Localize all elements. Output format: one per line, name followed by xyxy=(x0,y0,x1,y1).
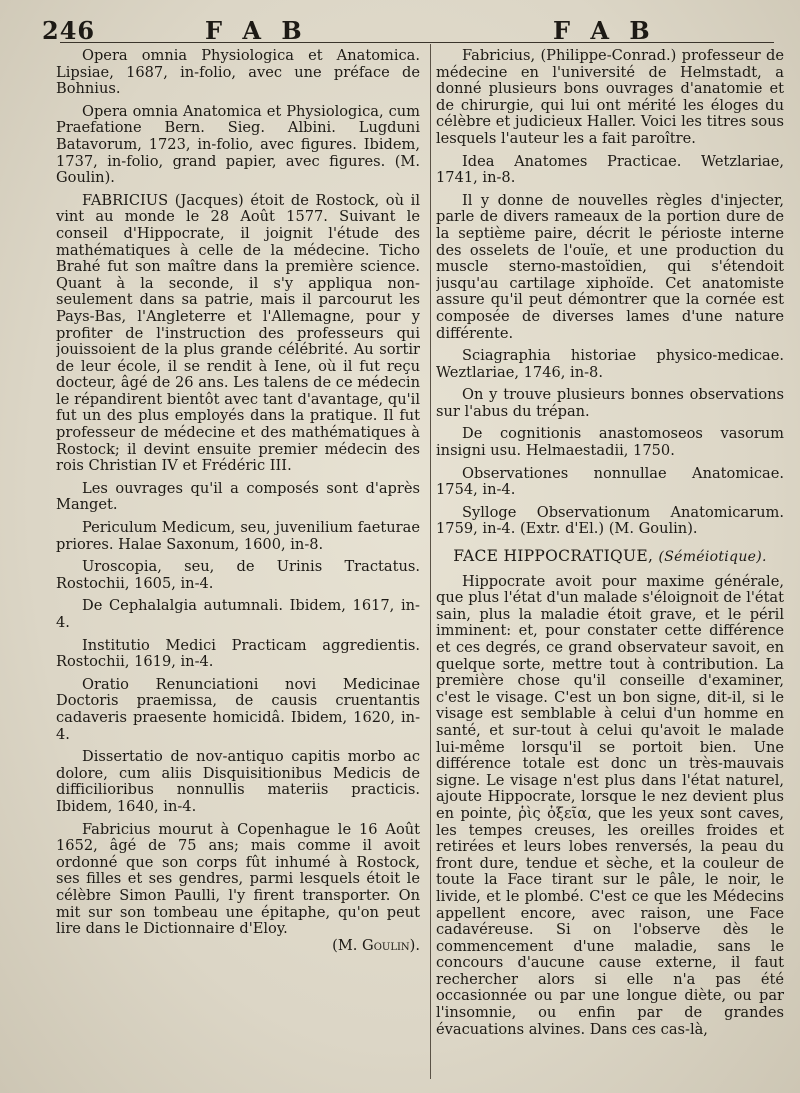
page-number: 246 xyxy=(42,16,96,45)
entry-sylloge: Sylloge Observationum Anatomicarum. 1759, in-4. (Extr. d'El.) (M. Goulin). xyxy=(436,503,784,538)
biography-philippe-conrad: Fabricius, (Philippe-Conrad.) professeur de médecine en l'université de Helmstadt, a donné plusieurs bons ouvrages d'anatomie et de chirurgie, qui lui ont mérité les éloges du célèbre et judicieux Haller. Voici les titres sous lesquels l'auteur les a fait paroître. xyxy=(436,48,784,147)
entry-oratio: Oratio Renunciationi novi Medicinae Doctoris praemissa, de causis cruentantis cadaveris praesente homicidâ. Ibidem, 1620, in-4. xyxy=(56,675,420,743)
page-header xyxy=(0,10,800,44)
entry-observationes: Observationes nonnullae Anatomicae. 1754, in-4. xyxy=(436,464,784,499)
works-intro: Les ouvrages qu'il a composés sont d'après Manget. xyxy=(56,479,420,514)
signature-goulin: (M. Goulin). xyxy=(332,936,420,954)
entry-uroscopia: Uroscopia, seu, de Urinis Tractatus. Rostochii, 1605, in-4. xyxy=(56,558,420,592)
left-column xyxy=(56,48,420,1078)
death-paragraph: Fabricius mourut à Copenhague le 16 Août 1652, âgé de 75 ans; mais comme il avoit ordonné que son corps fût inhumé à Rostock, ses filles et ses gendres, parmi lesquels étoit le célèbre Simon Paulli, l'y firent transporter. On mit sur son tombeau une épitaphe, qu'on peut lire dans le Dictionnaire d'Eloy. xyxy=(56,820,420,938)
entry-institutio-medici: Institutio Medici Practicam aggredientis. Rostochii, 1619, in-4. xyxy=(56,636,420,671)
entry-idea-anatomes: Idea Anatomes Practicae. Wetzlariae, 1741, in-8. xyxy=(436,152,784,187)
entry-dissertatio: Dissertatio de nov-antiquo capitis morbo ac dolore, cum aliis Disquisitionibus Medicis de difficilioribus nonnullis materiis practicis. Ibidem, 1640, in-4. xyxy=(56,748,420,815)
sciagraphia-description: On y trouve plusieurs bonnes observations sur l'abus du trépan. xyxy=(436,386,784,420)
entry-opera-anatomica: Opera omnia Anatomica et Physiologica, cum Praefatione Bern. Sieg. Albini. Lugduni Batavorum, 1723, in-folio, avec figures. Ibidem, 1737, in-folio, grand papier, avec figures. (M. Goulin). xyxy=(56,102,420,187)
column-divider xyxy=(430,44,431,1079)
entry-sciagraphia: Sciagraphia historiae physico-medicae. Weztlariae, 1746, in-8. xyxy=(436,347,784,381)
idea-anatomes-description: Il y donne de nouvelles règles d'injecter, parle de divers rameaux de la portion dure de la septième paire, décrit le périoste interne des osselets de l'ouïe, et une production du muscle sterno-mastoïdien, qui s'étendoit jusqu'au cartilage xiphoïde. Cet anatomiste assure qu'il peut démontrer que la cornée est composée de diverses lames d'une nature différente. xyxy=(436,191,784,342)
article-title-face-hippocratique xyxy=(436,548,784,566)
entry-de-cognitionis: De cognitionis anastomoseos vasorum insigni usu. Helmaestadii, 1750. xyxy=(436,425,784,460)
entry-periculum-medicum: Periculum Medicum, seu, juvenilium faeturae priores. Halae Saxonum, 1600, in-8. xyxy=(56,519,420,553)
biography-jacques-fabricius: FABRICIUS (Jacques) étoit de Rostock, où il vint au monde le 28 Août 1577. Suivant le conseil d'Hippocrate, il joignit l'étude des mathématiques à celle de la médecine. Ticho Brahé fut son maître dans la première science. Quant à la seconde, il s'y appliqua non-seulement dans sa patrie, mais il parcourut les Pays-Bas, l'Angleterre et l'Allemagne, pour y profiter de l'instruction des professeurs qui jouissoient de la plus grande célébrité. Au sortir de leur école, il se rendit à Iene, où il fut reçu docteur, âgé de 26 ans. Les talens de ce médecin le répandirent bientôt avec tant d'avantage, qu'il fut un des plus employés dans la pratique. Il fut professeur de médecine et des mathématiques à Rostock; il devint ensuite premier médecin des rois Christian IV et Frédéric III. xyxy=(56,191,420,475)
article-title-text: FACE HIPPOCRATIQUE, xyxy=(453,547,654,566)
running-head-left: F A B xyxy=(205,16,308,45)
face-hippocratique-body: Hippocrate avoit pour maxime générale, que plus l'état d'un malade s'éloignoit de l'état sain, plus la maladie étoit grave, et le péril imminent: et, pour constater cette différence et ces degrés, ce grand observateur savoit, en quelque sorte, mettre tout à contribution. La première chose qu'il conseille d'examiner, c'est le visage. C'est un bon signe, dit-il, si le visage est semblable à celui d'un homme en santé, et sur-tout à celui qu'avoit le malade lui-même lorsqu'il se portoit bien. Une différence totale est donc un très-mauvais signe. Le visage n'est plus dans l'état naturel, ajoute Hippocrate, lorsque le nez devient plus en pointe, ῥὶς ὀξεῖα, que les yeux sont caves, les tempes creuses, les oreilles froides et retirées et leurs lobes renversés, la peau du front dure, tendue et sèche, et la couleur de toute la Face tirant sur le pâle, le noir, le livide, et le plombé. C'est ce que les Médecins appellent encore, avec raison, une Face cadavéreuse. Si on l'observe dès le commencement d'une maladie, sans le concours d'aucune cause externe, il faut rechercher alors si elle n'a pas été occasionnée ou par une longue diète, ou par l'insomnie, ou enfin par de grandes évacuations alvines. Dans ces cas-là, xyxy=(436,572,784,1038)
running-head-right: F A B xyxy=(553,16,656,45)
right-column xyxy=(436,48,784,1078)
article-title-subject: (Séméiotique). xyxy=(658,549,767,566)
header-rule xyxy=(60,42,774,43)
entry-opera-physiologica: Opera omnia Physiologica et Anatomica. Lipsiae, 1687, in-folio, avec une préface de Bohnius. xyxy=(56,48,420,98)
entry-de-cephalalgia: De Cephalalgia autumnali. Ibidem, 1617, in-4. xyxy=(56,597,420,631)
